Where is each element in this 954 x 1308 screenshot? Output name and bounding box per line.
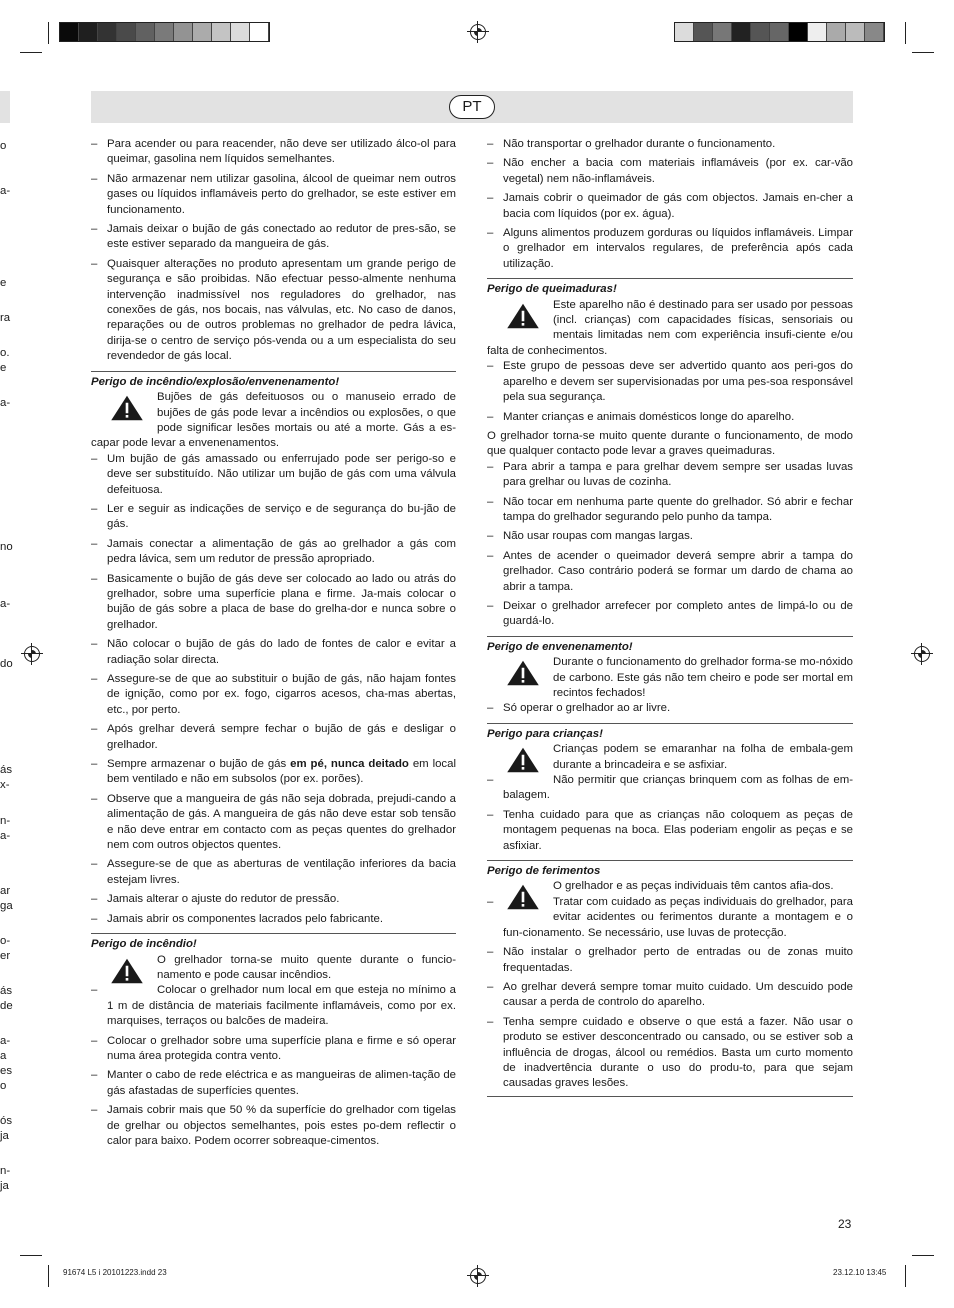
list-item: – Não colocar o bujão de gás do lado de fontes de calor e evitar a radiação solar directa. — [91, 638, 456, 666]
list-item: – Jamais cobrir mais que 50 % da superfície do grelhador com tigelas de grelhar ou objectos semelhantes, pois estes po-dem reflectir o calor para baixo. Podem ocorrer sobreaque-cimentos. — [91, 1104, 456, 1147]
margin-fragment: e — [0, 362, 7, 374]
section-injury — [487, 860, 853, 1097]
margin-fragment: n- — [0, 815, 11, 827]
warning-triangle-icon — [503, 302, 543, 330]
list-item: – Manter o cabo de rede eléctrica e as mangueiras de alimen-tação de gás afastadas de superfícies quentes. — [91, 1069, 456, 1097]
margin-fragment: e — [0, 277, 7, 289]
registration-mark-icon — [470, 24, 486, 40]
list-item-text: Não armazenar nem utilizar gasolina, álcool de queimar nem outros gases ou líquidos inflamáveis perto do grelhador, se este estiver em funcionamento. — [107, 172, 456, 216]
list-item: – Tratar com cuidado as peças individuais do grelhador, para evitar acidentes ou ferimentos durante a montagem e o fun-cionamento. Se necessário, use luvas de protecção. — [487, 895, 853, 939]
list-item: – Para acender ou para reacender, não deve ser utilizado álco-ol para queimar, gasolina nem líquidos semelhantes. — [91, 138, 456, 166]
margin-fragment: a- — [0, 830, 11, 842]
warning-block — [91, 953, 456, 984]
list-item: – Alguns alimentos produzem gorduras ou líquidos inflamáveis. Limpar o grelhador em intervalos regulares, de preferência após cada utilização. — [487, 227, 853, 270]
poison-list — [487, 701, 853, 716]
list-item-text: Para abrir a tampa e para grelhar devem sempre ser usadas luvas para grelhar ou luvas de cozinha. — [503, 460, 853, 489]
list-item-text: Após grelhar deverá sempre fechar o bujão de gás e desligar o grelhador. — [107, 723, 456, 751]
children-list — [487, 773, 853, 854]
injury-list — [487, 895, 853, 1092]
list-item: – Jamais alterar o ajuste do redutor de pressão. — [91, 893, 340, 906]
list-item-text: Um bujão de gás amassado ou enferrujado pode ser perigo-so e deve ser substituído. Não utilizar um bujão de gás com uma válvula defeituosa. — [107, 452, 456, 496]
crop-mark — [48, 22, 49, 44]
left-header-band — [0, 91, 10, 123]
list-item-text: Assegure-se de que ao substituir o bujão de gás, não hajam fontes de ignição, como por ex. fogo, cigarros acesos, cha-mas abertas, etc., por perto. — [107, 673, 456, 716]
list-item: – Para abrir a tampa e para grelhar devem sempre ser usadas luvas para grelhar ou luvas de cozinha. — [487, 460, 853, 489]
list-item: – Jamais cobrir o queimador de gás com objectos. Jamais en-cher a bacia com líquidos (por ex. água). — [487, 192, 853, 220]
right-column — [487, 137, 853, 1097]
list-item: – Colocar o grelhador sobre uma superfície plana e firme e só operar numa área protegida contra vento. — [91, 1034, 456, 1062]
burns-list-2 — [487, 460, 853, 630]
list-item-text: Antes de acender o queimador deverá sempre abrir a tampa do grelhador. Caso contrário poderá se formar um dardo de chama ao abrir a tampa. — [503, 549, 853, 593]
left-column — [91, 137, 456, 1153]
divider — [487, 1096, 853, 1097]
margin-fragment: a- — [0, 1035, 11, 1047]
bold-phrase: em pé, nunca deitado — [290, 758, 409, 771]
list-item: – Não transportar o grelhador durante o funcionamento. — [487, 138, 776, 150]
list-item-text: Colocar o grelhador sobre uma superfície plana e firme e só operar numa área protegida contra vento. — [107, 1034, 456, 1062]
color-bar-right — [674, 22, 885, 42]
footer-file: 91674 L5 i 20101223.indd 23 — [63, 1268, 167, 1277]
list-item: – Assegure-se de que ao substituir o bujão de gás, não hajam fontes de ignição, como por ex. fogo, cigarros acesos, cha-mas abertas, etc., por perto. — [91, 673, 456, 716]
crop-mark — [20, 1255, 42, 1256]
list-item: – Ao grelhar deverá sempre tomar muito cuidado. Um descuido pode causar a perda de controlo do aparelho. — [487, 980, 853, 1009]
warning-block — [487, 655, 853, 701]
section-explosion — [91, 371, 456, 927]
list-item: – Manter crianças e animais domésticos longe do aparelho. — [487, 410, 795, 423]
margin-fragment: x- — [0, 779, 10, 791]
warning-block — [91, 390, 456, 452]
section-title: Perigo de queimaduras! — [487, 283, 617, 296]
list-item: – Não tocar em nenhuma parte quente do grelhador. Só abrir e fechar tampa do grelhador segurando pelo punho da tampa. — [487, 495, 853, 523]
registration-mark-icon — [914, 646, 930, 662]
list-item-text: Ler e seguir as indicações de serviço e de segurança do bu-jão de gás. — [107, 502, 456, 531]
list-item: – Sempre armazenar o bujão de gás em pé, nunca deitado em local bem ventilado e não em subsolos (por ex. porões). — [91, 758, 456, 786]
warning-text: Durante o funcionamento do grelhador forma-se mo-nóxido de carbono. Este gás não tem cheiro e pode ser mortal em recintos fechados! — [553, 656, 853, 699]
page-number: 23 — [838, 1217, 852, 1231]
list-item-text: Só operar o grelhador ao ar livre. — [503, 702, 671, 715]
crop-mark — [912, 52, 934, 53]
list-item: – Não encher a bacia com materiais inflamáveis (por ex. car-vão vegetal) nem não-inflamáveis. — [487, 157, 853, 185]
section-title: Perigo de incêndio/explosão/envenenamento! — [91, 375, 340, 388]
section-title: Perigo de ferimentos — [487, 865, 601, 878]
crop-mark — [905, 1265, 906, 1287]
margin-fragment: ás — [0, 764, 13, 776]
section-title: Perigo para crianças! — [487, 727, 603, 740]
warning-text: Crianças podem se emaranhar na folha de embala-gem durante a brincadeira e se asfixiar. — [553, 743, 853, 771]
explosion-list — [91, 452, 456, 753]
crop-mark — [20, 52, 42, 53]
list-item-text: Tratar com cuidado as peças individuais do grelhador, para evitar acidentes ou ferimentos durante a montagem e o fun-cionamento. Se necessário, use luvas de protecção. — [503, 895, 853, 939]
warning-text: Este aparelho não é destinado para ser usado por pessoas (incl. crianças) com capacidades físicas, sensoriais ou mentais limitadas nem com experiência insufi-ciente e/ou falta de conhecimentos. — [487, 298, 853, 357]
margin-fragment: a- — [0, 598, 11, 610]
list-item-text: Tenha cuidado para que as crianças não coloquem as peças de montagem pequenas na boca. Elas poderiam engolir as peças e se asfixiar. — [503, 808, 853, 852]
list-item: – Quaisquer alterações no produto apresentam um grande perigo de segurança e são proibidas. Não efectuar pesso-almente nenhuma intervenção inadmissível nos reguladores do grelhador, nas conexões de gás, nos bocais, nas válvulas, etc. No caso de danos, reparações ou de outros problemas no grelhador de pedra lávica, dirija-se o centro de serviço pós-venda ou a um especialista do seu revendedor de gás local. — [91, 257, 456, 363]
list-item-text: Alguns alimentos produzem gorduras ou líquidos inflamáveis. Limpar o grelhador em intervalos regulares, de preferência após cada utilização. — [503, 227, 853, 270]
list-item: – Não permitir que crianças brinquem com as folhas de em-balagem. — [487, 774, 853, 802]
list-item-text: Tenha sempre cuidado e observe o que está a fazer. Não usar o produto se estiver desconcentrado ou cansado, ou se estiver sob a influência de drogas, álcool ou remédios. Basta um curto momento de inadvertência durante o uso do produ-to, para que sejam causadas graves lesões. — [503, 1015, 853, 1090]
list-item: – Tenha cuidado para que as crianças não coloquem as peças de montagem pequenas na boca. Elas poderiam engolir as peças e se asfixiar. — [487, 808, 853, 852]
list-item: – Não armazenar nem utilizar gasolina, álcool de queimar nem outros gases ou líquidos inflamáveis perto do grelhador, se este estiver em funcionamento. — [91, 172, 456, 216]
margin-fragment: a- — [0, 397, 11, 409]
margin-fragment: a- — [0, 185, 11, 197]
list-item-text: Basicamente o bujão de gás deve ser colocado ao lado ou atrás do grelhador, sobre uma superfície plana e firme. Ja-mais colocar o bujão de gás sobre a placa de base do grelha-dor e nunca sobre o grelhador. — [107, 572, 456, 631]
list-item-text: Para acender ou para reacender, não deve ser utilizado álco-ol para queimar, gasolina nem líquidos semelhantes. — [107, 138, 456, 166]
list-item: – Ler e seguir as indicações de serviço e de segurança do bu-jão de gás. — [91, 502, 456, 531]
warning-block — [487, 742, 853, 773]
list-item-text: Não permitir que crianças brinquem com as folhas de em-balagem. — [503, 774, 853, 802]
list-item-text: Não usar roupas com mangas largas. — [503, 530, 693, 543]
list-item-text: Jamais cobrir o queimador de gás com objectos. Jamais en-cher a bacia com líquidos (por ex. água). — [503, 192, 853, 220]
burns-paragraph: O grelhador torna-se muito quente durante o funcionamento, de modo que qualquer contacto pode levar a graves queimaduras. — [487, 429, 853, 458]
section-title: Perigo de envenenamento! — [487, 640, 633, 653]
section-children — [487, 723, 853, 854]
list-item-text: Quaisquer alterações no produto apresentam um grande perigo de segurança e são proibidas. Não efectuar pesso-almente nenhuma intervenção inadmissível nos reguladores do grelhador, nas conexões de gás, nos bocais, nas válvulas, etc. No caso de danos, reparações ou de outros problemas no grelhador de pedra lávica, dirija-se o centro de serviço pós-venda ou a um especialista do seu revendedor de gás local. — [107, 257, 456, 363]
list-item: – Não instalar o grelhador perto de entradas ou de zonas muito frequentadas. — [487, 946, 853, 974]
list-item-text: Não encher a bacia com materiais inflamáveis (por ex. car-vão vegetal) nem não-inflamáveis. — [503, 157, 853, 185]
margin-fragment: ós — [0, 1115, 13, 1127]
list-item-text: Não transportar o grelhador durante o funcionamento. — [503, 138, 776, 150]
warning-triangle-icon — [503, 746, 543, 774]
crop-mark — [905, 22, 906, 44]
margin-fragment: ra — [0, 312, 11, 324]
left-intro-list — [91, 137, 456, 365]
warning-triangle-icon — [503, 659, 543, 687]
margin-fragment: ar — [0, 885, 11, 897]
explosion-list-2 — [91, 792, 456, 927]
list-item-text: Este grupo de pessoas deve ser advertido quanto aos peri-gos do aparelho e devem ser supervisionadas por uma pes-soa responsável pela sua segurança. — [503, 360, 853, 404]
warning-block — [487, 298, 853, 360]
margin-fragment: es — [0, 1065, 13, 1077]
list-item: – Este grupo de pessoas deve ser advertido quanto aos peri-gos do aparelho e devem ser supervisionadas por uma pes-soa responsável pela sua segurança. — [487, 360, 853, 404]
crop-mark — [912, 1255, 934, 1256]
fire-list — [91, 983, 456, 1149]
margin-fragment: de — [0, 1000, 13, 1012]
margin-fragment: ja — [0, 1130, 9, 1142]
crop-mark — [48, 1265, 49, 1287]
list-item: – Jamais deixar o bujão de gás conectado ao redutor de pres-são, se este estiver separado da mangueira de gás. — [91, 223, 456, 251]
list-item: – Observe que a mangueira de gás não seja dobrada, prejudi-cando a alimentação de gás. A mangueira de gás não deve estar sob tensão e não deve entrar em contacto com as peças quentes do grelhador nem com outros objectos quentes. — [91, 792, 456, 852]
registration-mark-icon — [470, 1268, 486, 1284]
warning-block — [487, 879, 853, 894]
margin-fragment: do — [0, 658, 13, 670]
warning-triangle-icon — [107, 394, 147, 422]
list-item: – Assegure-se de que as aberturas de ventilação inferiores da bacia estejam livres. — [91, 858, 456, 886]
margin-fragment: a — [0, 1050, 7, 1062]
margin-fragment: o- — [0, 935, 11, 947]
right-intro-list — [487, 137, 853, 272]
list-item-text: Não instalar o grelhador perto de entradas ou de zonas muito frequentadas. — [503, 946, 853, 974]
language-badge: PT — [449, 95, 495, 119]
list-item: – Antes de acender o queimador deverá sempre abrir a tampa do grelhador. Caso contrário poderá se formar um dardo de chama ao abrir a tampa. — [487, 549, 853, 593]
list-item-text: Colocar o grelhador num local em que esteja no mínimo a 1 m de distância de materiais facilmente inflamáveis, como por ex. marquises, terraços ou balcões de madeira. — [107, 984, 456, 1028]
warning-triangle-icon — [107, 957, 147, 985]
list-item: – Um bujão de gás amassado ou enferrujado pode ser perigo-so e deve ser substituído. Não utilizar um bujão de gás com uma válvula defeituosa. — [91, 452, 456, 496]
color-bar-left — [59, 22, 270, 42]
list-item-text: Jamais cobrir mais que 50 % da superfície do grelhador com tigelas de grelhar ou objectos semelhantes, pois estes po-dem reflectir o calor para baixo. Podem ocorrer sobreaque-cimentos. — [107, 1104, 456, 1147]
margin-fragment: ja — [0, 1180, 9, 1192]
list-item-text: Manter o cabo de rede eléctrica e as mangueiras de alimen-tação de gás afastadas de superfícies quentes. — [107, 1069, 456, 1097]
margin-fragment: er — [0, 950, 11, 962]
list-item-text: Ao grelhar deverá sempre tomar muito cuidado. Um descuido pode causar a perda de controlo do aparelho. — [503, 980, 853, 1009]
margin-fragment: ga — [0, 900, 13, 912]
list-item: – Basicamente o bujão de gás deve ser colocado ao lado ou atrás do grelhador, sobre uma superfície plana e firme. Ja-mais colocar o bujão de gás sobre a placa de base do grelha-dor e nunca sobre o grelhador. — [91, 572, 456, 631]
warning-text: Bujões de gás defeituosos ou o manuseio errado de bujões de gás pode levar a incêndios ou explosões, o que pode significar lesões mortais ou até a morte. Gás a es-capar pode levar a envenenamentos. — [91, 391, 456, 450]
list-item: – Só operar o grelhador ao ar livre. — [487, 702, 671, 715]
margin-fragment: n- — [0, 1165, 11, 1177]
margin-fragment: o — [0, 140, 7, 152]
list-item: – Deixar o grelhador arrefecer por completo antes de limpá-lo ou de guardá-lo. — [487, 599, 853, 628]
margin-fragment: ás — [0, 985, 13, 997]
section-fire — [91, 933, 456, 1149]
list-item: – Não usar roupas com mangas largas. — [487, 530, 693, 543]
list-item-text: Jamais abrir os componentes lacrados pelo fabricante. — [107, 912, 384, 925]
list-item-text: Jamais conectar a alimentação de gás ao grelhador a gás com pedra lávica, sem um redutor de pressão apropriado. — [107, 537, 456, 566]
list-item-text: Não tocar em nenhuma parte quente do grelhador. Só abrir e fechar tampa do grelhador segurando pelo punho da tampa. — [503, 495, 853, 523]
list-item-text: Observe que a mangueira de gás não seja dobrada, prejudi-cando a alimentação de gás. A mangueira de gás não deve estar sob tensão e não deve entrar em contacto com as peças quentes do grelhador nem com outros objectos quentes. — [107, 792, 456, 852]
burns-list — [487, 359, 853, 425]
warning-text: O grelhador torna-se muito quente durante o funcio-namento e pode causar incêndios. — [157, 953, 456, 981]
warning-text: O grelhador e as peças individuais têm cantos afia-dos. — [553, 880, 834, 893]
section-burns — [487, 278, 853, 630]
list-item-text: Jamais deixar o bujão de gás conectado ao redutor de pres-são, se este estiver separado da mangueira de gás. — [107, 223, 456, 251]
margin-fragment: no — [0, 541, 13, 553]
section-title: Perigo de incêndio! — [91, 938, 197, 951]
list-item: – Jamais abrir os componentes lacrados pelo fabricante. — [91, 912, 384, 925]
list-item: – Tenha sempre cuidado e observe o que está a fazer. Não usar o produto se estiver desconcentrado ou cansado, ou se estiver sob a influência de drogas, álcool ou remédios. Basta um curto momento de inadvertência durante o uso do produ-to, para que sejam causadas graves lesões. — [487, 1015, 853, 1090]
margin-fragment: o — [0, 1080, 7, 1092]
footer-date: 23.12.10 13:45 — [833, 1268, 887, 1277]
list-item-text: Assegure-se de que as aberturas de ventilação inferiores da bacia estejam livres. — [107, 858, 456, 886]
list-item: – Colocar o grelhador num local em que esteja no mínimo a 1 m de distância de materiais facilmente inflamáveis, como por ex. marquises, terraços ou balcões de madeira. — [91, 984, 456, 1028]
list-item-text: Deixar o grelhador arrefecer por completo antes de limpá-lo ou de guardá-lo. — [503, 599, 853, 628]
registration-mark-icon — [24, 646, 40, 662]
list-item: – Jamais conectar a alimentação de gás ao grelhador a gás com pedra lávica, sem um redutor de pressão apropriado. — [91, 537, 456, 566]
margin-fragment: o. — [0, 347, 10, 359]
list-item: – Após grelhar deverá sempre fechar o bujão de gás e desligar o grelhador. — [91, 723, 456, 751]
list-item-text: Não colocar o bujão de gás do lado de fontes de calor e evitar a radiação solar directa. — [107, 638, 456, 666]
list-item-text: Manter crianças e animais domésticos longe do aparelho. — [503, 410, 795, 423]
section-poison — [487, 636, 853, 717]
list-item-text: Jamais alterar o ajuste do redutor de pressão. — [107, 893, 340, 906]
